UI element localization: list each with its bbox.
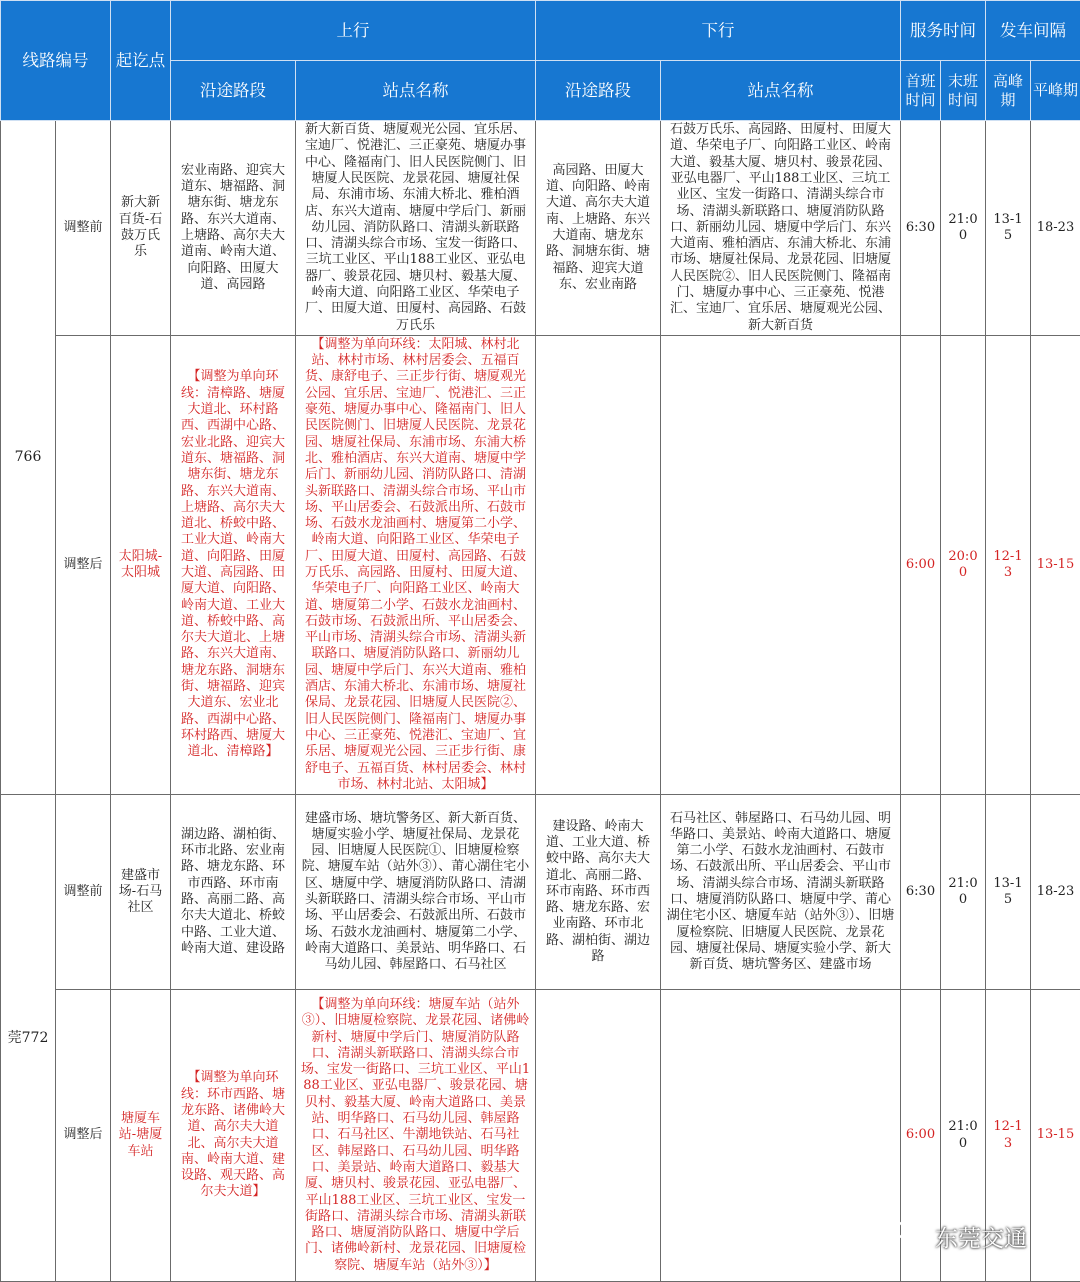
header-first-bus: 首班时间 [901, 61, 941, 121]
peak-cell: 13-15 [986, 121, 1031, 336]
header-up: 上行 [171, 1, 536, 61]
down-stops-cell: 石马社区、韩屋路口、石马幼儿园、明华路口、美景站、岭南大道路口、塘厦第二小学、石鼓水龙油画村、石鼓市场、石鼓派出所、平山居委会、平山市场、清湖头综合市场、清湖头新联路口、塘厦消防队路口、塘厦中学、莆心湖住宅小区、塘厦车站（站外③）、旧塘厦检察院、旧塘厦人民医院、龙景花园、塘厦社保局、塘厦实验小学、新大新百货、塘坑警务区、建盛市场 [661, 795, 901, 990]
first-bus-cell: 6:00 [901, 990, 941, 1282]
header-down-path: 沿途路段 [536, 61, 661, 121]
header-up-path: 沿途路段 [171, 61, 296, 121]
first-bus-cell: 6:30 [901, 121, 941, 336]
status-cell: 调整前 [56, 795, 111, 990]
last-bus-cell: 20:00 [941, 336, 986, 795]
down-stops-cell [661, 336, 901, 795]
up-stops-cell: 建盛市场、塘坑警务区、新大新百货、塘厦实验小学、塘厦社保局、龙景花园、旧塘厦人民医院①、旧塘厦检察院、塘厦车站（站外③）、莆心湖住宅小区、塘厦中学、塘厦消防队路口、清湖头新联路口、清湖头综合市场、平山市场、平山居委会、石鼓派出所、石鼓市场、石鼓水龙油画村、塘厦第二小学、岭南大道路口、美景站、明华路口、石马幼儿园、韩屋路口、石马社区 [296, 795, 536, 990]
endpoints-cell: 建盛市场-石马社区 [111, 795, 171, 990]
down-stops-cell [661, 990, 901, 1282]
status-cell: 调整前 [56, 121, 111, 336]
header-last-bus: 末班时间 [941, 61, 986, 121]
down-stops-cell: 石鼓万氏乐、高园路、田厦村、田厦大道、华荣电子厂、向阳路工业区、岭南大道、毅基大厦、塘贝村、骏景花园、亚弘电器厂、平山188工业区、三坑工业区、宝发一街路口、清湖头综合市场、清湖头新联路口、塘厦消防队路口、新丽幼儿园、塘厦中学后门、东兴大道南、雅柏酒店、东浦大桥北、东浦市场、塘厦社保局、龙景花园、旧塘厦人民医院②、旧人民医院侧门、隆福南门、塘厦办事中心、三正豪苑、悦港汇、宝迪厂、宜乐居、塘厦观光公园、新大新百货 [661, 121, 901, 336]
header-up-stops: 站点名称 [296, 61, 536, 121]
watermark [895, 1218, 1027, 1254]
endpoints-cell: 太阳城-太阳城 [111, 336, 171, 795]
table-row [1, 795, 1080, 990]
up-stops-cell: 新大新百货、塘厦观光公园、宜乐居、宝迪厂、悦港汇、三正豪苑、塘厦办事中心、隆福南门、旧人民医院侧门、旧塘厦人民医院、龙景花园、塘厦社保局、东浦市场、东浦大桥北、雅柏酒店、东兴大道南、塘厦中学后门、新丽幼儿园、消防队路口、清湖头新联路口、清湖头综合市场、宝发一街路口、三坑工业区、平山188工业区、亚弘电器厂、骏景花园、塘贝村、毅基大厦、岭南大道、向阳路工业区、华荣电子厂、田厦大道、田厦村、高园路、石鼓万氏乐 [296, 121, 536, 336]
header-offpeak: 平峰期 [1031, 61, 1080, 121]
down-path-cell: 高园路、田厦大道、向阳路、岭南大道、高尔夫大道南、上塘路、东兴大道南、塘龙东路、洞塘东街、塘福路、迎宾大道东、宏业南路 [536, 121, 661, 336]
header-endpoints: 起讫点 [111, 1, 171, 121]
first-bus-cell: 6:30 [901, 795, 941, 990]
first-bus-cell: 6:00 [901, 336, 941, 795]
last-bus-cell: 21:00 [941, 990, 986, 1282]
up-path-cell: 湖边路、湖柏街、环市北路、宏业南路、塘龙东路、环市西路、环市南路、高丽二路、高尔夫大道北、桥蛟中路、工业大道、岭南大道、建设路 [171, 795, 296, 990]
wechat-icon [895, 1218, 929, 1254]
up-path-cell: 【调整为单向环线：清樟路、塘厦大道北、环村路西、西湖中心路、宏业北路、迎宾大道东、塘福路、洞塘东街、塘龙东路、东兴大道南、上塘路、高尔夫大道北、桥蛟中路、工业大道、岭南大道、向阳路、田厦大道、高园路、田厦大道、向阳路、岭南大道、工业大道、桥蛟中路、高尔夫大道北、上塘路、东兴大道南、塘龙东路、洞塘东街、塘福路、迎宾大道东、宏业北路、西湖中心路、环村路西、塘厦大道北、清樟路】 [171, 336, 296, 795]
offpeak-cell: 18-23 [1031, 121, 1080, 336]
offpeak-cell: 13-15 [1031, 990, 1080, 1282]
endpoints-cell: 塘厦车站-塘厦车站 [111, 990, 171, 1282]
status-cell: 调整后 [56, 336, 111, 795]
up-stops-cell: 【调整为单向环线：太阳城、林村北站、林村市场、林村居委会、五福百货、康舒电子、三正步行街、塘厦观光公园、宜乐居、宝迪厂、悦港汇、三正豪苑、塘厦办事中心、隆福南门、旧人民医院侧门、旧塘厦人民医院、龙景花园、塘厦社保局、东浦市场、东浦大桥北、雅柏酒店、东兴大道南、塘厦中学后门、新丽幼儿园、消防队路口、清湖头新联路口、清湖头综合市场、平山市场、平山居委会、石鼓派出所、石鼓市场、石鼓水龙油画村、塘厦第二小学、岭南大道、向阳路工业区、华荣电子厂、田厦大道、田厦村、高园路、石鼓万氏乐、高园路、田厦村、田厦大道、华荣电子厂、向阳路工业区、岭南大道、塘厦第二小学、石鼓水龙油画村、石鼓市场、石鼓派出所、平山居委会、平山市场、清湖头综合市场、清湖头新联路口、塘厦消防队路口、新丽幼儿园、塘厦中学后门、东兴大道南、雅柏酒店、东浦大桥北、东浦市场、塘厦社保局、龙景花园、旧塘厦人民医院②、旧人民医院侧门、隆福南门、塘厦办事中心、三正豪苑、悦港汇、宝迪厂、宜乐居、塘厦观光公园、三正步行街、康舒电子、五福百货、林村居委会、林村市场、林村北站、太阳城】 [296, 336, 536, 795]
status-cell: 调整后 [56, 990, 111, 1282]
header-route-no: 线路编号 [1, 1, 111, 121]
peak-cell: 13-15 [986, 795, 1031, 990]
up-path-cell: 宏业南路、迎宾大道东、塘福路、洞塘东街、塘龙东路、东兴大道南、上塘路、高尔夫大道南、岭南大道、向阳路、田厦大道、高园路 [171, 121, 296, 336]
table-row [1, 121, 1080, 336]
route-number-766: 766 [1, 121, 56, 795]
watermark-text: 东莞交通 [935, 1225, 1027, 1252]
table-row [1, 336, 1080, 795]
down-path-cell [536, 990, 661, 1282]
header-down-stops: 站点名称 [661, 61, 901, 121]
header-down: 下行 [536, 1, 901, 61]
last-bus-cell: 21:00 [941, 121, 986, 336]
offpeak-cell: 18-23 [1031, 795, 1080, 990]
header-interval: 发车间隔 [986, 1, 1080, 61]
header-peak: 高峰期 [986, 61, 1031, 121]
route-number-772: 莞772 [1, 795, 56, 1282]
up-stops-cell: 【调整为单向环线：塘厦车站（站外③）、旧塘厦检察院、龙景花园、诸佛岭新村、塘厦中学后门、塘厦消防队路口、清湖头新联路口、清湖头综合市场、宝发一街路口、三坑工业区、平山188工业区、亚弘电器厂、骏景花园、塘贝村、毅基大厦、岭南大道路口、美景站、明华路口、石马幼儿园、韩屋路口、石马社区、牛潮地铁站、石马社区、韩屋路口、石马幼儿园、明华路口、美景站、岭南大道路口、毅基大厦、塘贝村、骏景花园、亚弘电器厂、平山188工业区、三坑工业区、宝发一街路口、清湖头综合市场、清湖头新联路口、塘厦消防队路口、塘厦中学后门、诸佛岭新村、龙景花园、旧塘厦检察院、塘厦车站（站外③）】 [296, 990, 536, 1282]
up-path-cell: 【调整为单向环线：环市西路、塘龙东路、诸佛岭大道、高尔夫大道北、高尔夫大道南、岭南大道、建设路、观天路、高尔夫大道】 [171, 990, 296, 1282]
down-path-cell: 建设路、岭南大道、工业大道、桥蛟中路、高尔夫大道北、高丽二路、环市南路、环市西路、塘龙东路、宏业南路、环市北路、湖柏街、湖边路 [536, 795, 661, 990]
offpeak-cell: 13-15 [1031, 336, 1080, 795]
header-service-time: 服务时间 [901, 1, 986, 61]
peak-cell: 12-13 [986, 336, 1031, 795]
last-bus-cell: 21:00 [941, 795, 986, 990]
down-path-cell [536, 336, 661, 795]
peak-cell: 12-13 [986, 990, 1031, 1282]
endpoints-cell: 新大新百货-石鼓万氏乐 [111, 121, 171, 336]
